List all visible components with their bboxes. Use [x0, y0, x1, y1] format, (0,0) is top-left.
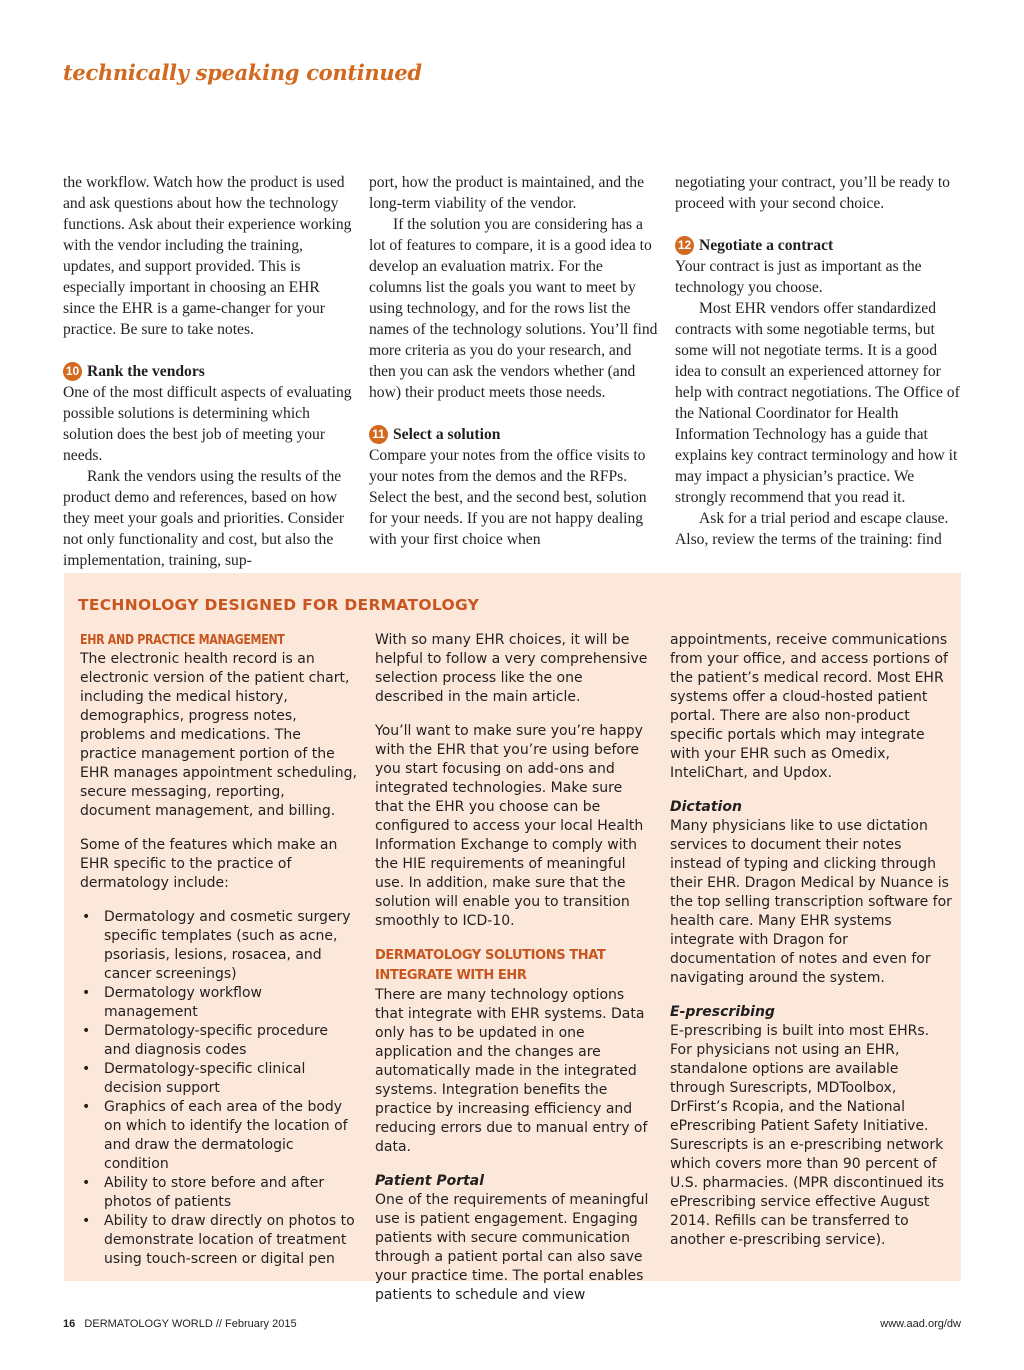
- step-heading: [675, 235, 965, 256]
- step-heading: [63, 361, 353, 382]
- article-column-3: [675, 172, 965, 550]
- sidebar-subheading: DERMATOLOGY SOLUTIONS THAT INTEGRATE WITH EHR: [375, 948, 606, 983]
- paragraph: port, how the product is maintained, and the long-term viability of the vendor.: [369, 174, 644, 212]
- list-item: • Ability to draw directly on photos to demonstrate location of treatment using touch-screen or digital pen: [80, 1212, 358, 1269]
- page-number: 16: [63, 1318, 76, 1330]
- paragraph: Compare your notes from the office visits to your notes from the demos and the RFPs. Select the best, and the second best, solution for your needs. If you are not happy dealing with your first choice when: [369, 447, 647, 548]
- paragraph: With so many EHR choices, it will be helpful to follow a very comprehensive selection process like the one described in the main article.: [375, 632, 648, 705]
- step-title: Negotiate a contract: [699, 237, 834, 254]
- paragraph: negotiating your contract, you’ll be ready to proceed with your second choice.: [675, 174, 950, 212]
- paragraph: If the solution you are considering has a lot of features to compare, it is a good idea to develop an evaluation matrix. For the columns list the goals you want to meet by using technology, and for the rows list the names of the technology solutions. You’ll find more criteria as you do your research, and then you can ask the vendors whether (and how) their product meets those needs.: [369, 216, 658, 401]
- paragraph: E-prescribing is built into most EHRs. For physicians not using an EHR, standalone options are available through Surescripts, MDToolbox, DrFirst’s Rcopia, and the National ePrescribing Patient Safety Initiative. Surescripts is an e-prescribing network which covers more than 90 percent of U.S. pharmacies. (MPR discontinued its ePrescribing service effective August 2014. Refills can be transferred to another e-prescribing service).: [670, 1023, 945, 1248]
- list-item: • Dermatology-specific clinical decision support: [80, 1060, 358, 1098]
- step-number-badge: 12: [675, 236, 694, 255]
- paragraph: One of the requirements of meaningful use is patient engagement. Engaging patients with secure communication through a patient portal can also save your practice time. The portal enables patients to schedule and view: [375, 1192, 649, 1303]
- sidebar-subheading: EHR AND PRACTICE MANAGEMENT: [80, 633, 285, 648]
- sidebar-title: TECHNOLOGY DESIGNED FOR DERMATOLOGY: [78, 596, 480, 614]
- list-item: • Dermatology workflow management: [80, 984, 358, 1022]
- step-title: Select a solution: [393, 426, 501, 443]
- feature-list: [80, 908, 358, 1269]
- list-item: • Graphics of each area of the body on which to identify the location of and draw the dermatologic condition: [80, 1098, 358, 1174]
- step-heading: [369, 424, 659, 445]
- article-column-2: [369, 172, 659, 550]
- paragraph: Rank the vendors using the results of the product demo and references, based on how they meet your goals and priorities. Consider not only functionality and cost, but also the implementation, training, sup-: [63, 468, 345, 569]
- list-item: • Dermatology and cosmetic surgery specific templates (such as acne, psoriasis, lesions, rosacea, and cancer screenings): [80, 908, 358, 984]
- sidebar-subheading: Patient Portal: [375, 1173, 485, 1189]
- footer-left: [63, 1318, 297, 1330]
- sidebar-box: [64, 573, 961, 1303]
- issue-date: // February 2015: [215, 1318, 297, 1330]
- step-number-badge: 10: [63, 362, 82, 381]
- sidebar-subheading: E-prescribing: [670, 1004, 775, 1020]
- paragraph: One of the most difficult aspects of evaluating possible solutions is determining which solution does the best job of meeting your needs.: [63, 384, 352, 464]
- step-number-badge: 11: [369, 425, 388, 444]
- paragraph: Ask for a trial period and escape clause. Also, review the terms of the training: find: [675, 510, 949, 548]
- paragraph: Many physicians like to use dictation services to document their notes instead of typing and clicking through their EHR. Dragon Medical by Nuance is the top selling transcription software for health care. Many EHR systems integrate with Dragon for documentation of notes and even for navigating around the system.: [670, 818, 952, 986]
- list-item: • Ability to store before and after photos of patients: [80, 1174, 358, 1212]
- paragraph: You’ll want to make sure you’re happy with the EHR that you’re using before you start focusing on add-ons and integrated technologies. Make sure that the EHR you choose can be configured to access your local Health Information Exchange to comply with the HIE requirements of meaningful use. In addition, make sure that the solution will enable you to transition smoothly to ICD-10.: [375, 723, 644, 929]
- paragraph: Your contract is just as important as the technology you choose.: [675, 258, 922, 296]
- article-column-1: [63, 172, 353, 571]
- paragraph: appointments, receive communications from your office, and access portions of the patient’s medical record. Most EHR systems offer a cloud-hosted patient portal. There are also non-product specific portals which may integrate with your EHR such as Omedix, InteliChart, and Updox.: [670, 632, 948, 781]
- publication-name: DERMATOLOGY WORLD: [84, 1318, 213, 1330]
- paragraph: Most EHR vendors offer standardized contracts with some negotiable terms, but some will not negotiate terms. It is a good idea to consult an experienced attorney for help with contract negotiations. The Office of the National Coordinator for Health Information Technology has a guide that explains key contract terminology and how it may impact a physician’s practice. We strongly recommend that you read it.: [675, 300, 960, 506]
- step-title: Rank the vendors: [87, 363, 205, 380]
- paragraph: the workflow. Watch how the product is used and ask questions about how the technology functions. Ask about their experience working with the vendor including the training, updates, and support provided. This is especially important in choosing an EHR since the EHR is a game-changer for your practice. Be sure to take notes.: [63, 174, 352, 338]
- sidebar-column-2: [375, 631, 655, 1305]
- paragraph: Some of the features which make an EHR specific to the practice of dermatology include:: [80, 837, 338, 891]
- list-item: • Dermatology-specific procedure and diagnosis codes: [80, 1022, 358, 1060]
- sidebar-column-1: [80, 631, 358, 1269]
- paragraph: There are many technology options that integrate with EHR systems. Data only has to be updated in one application and the changes are automatically made in the integrated systems. Integration benefits the practice by increasing efficiency and reducing errors due to manual entry of data.: [375, 987, 648, 1155]
- sidebar-column-3: [670, 631, 954, 1250]
- section-title: technically speaking continued: [63, 60, 422, 85]
- sidebar-subheading: Dictation: [670, 799, 742, 815]
- footer-url[interactable]: www.aad.org/dw: [880, 1318, 961, 1330]
- paragraph: The electronic health record is an electronic version of the patient chart, including the medical history, demographics, progress notes, problems and medications. The practice management portion of the EHR manages appointment scheduling, secure messaging, reporting, document management, and billing.: [80, 651, 357, 819]
